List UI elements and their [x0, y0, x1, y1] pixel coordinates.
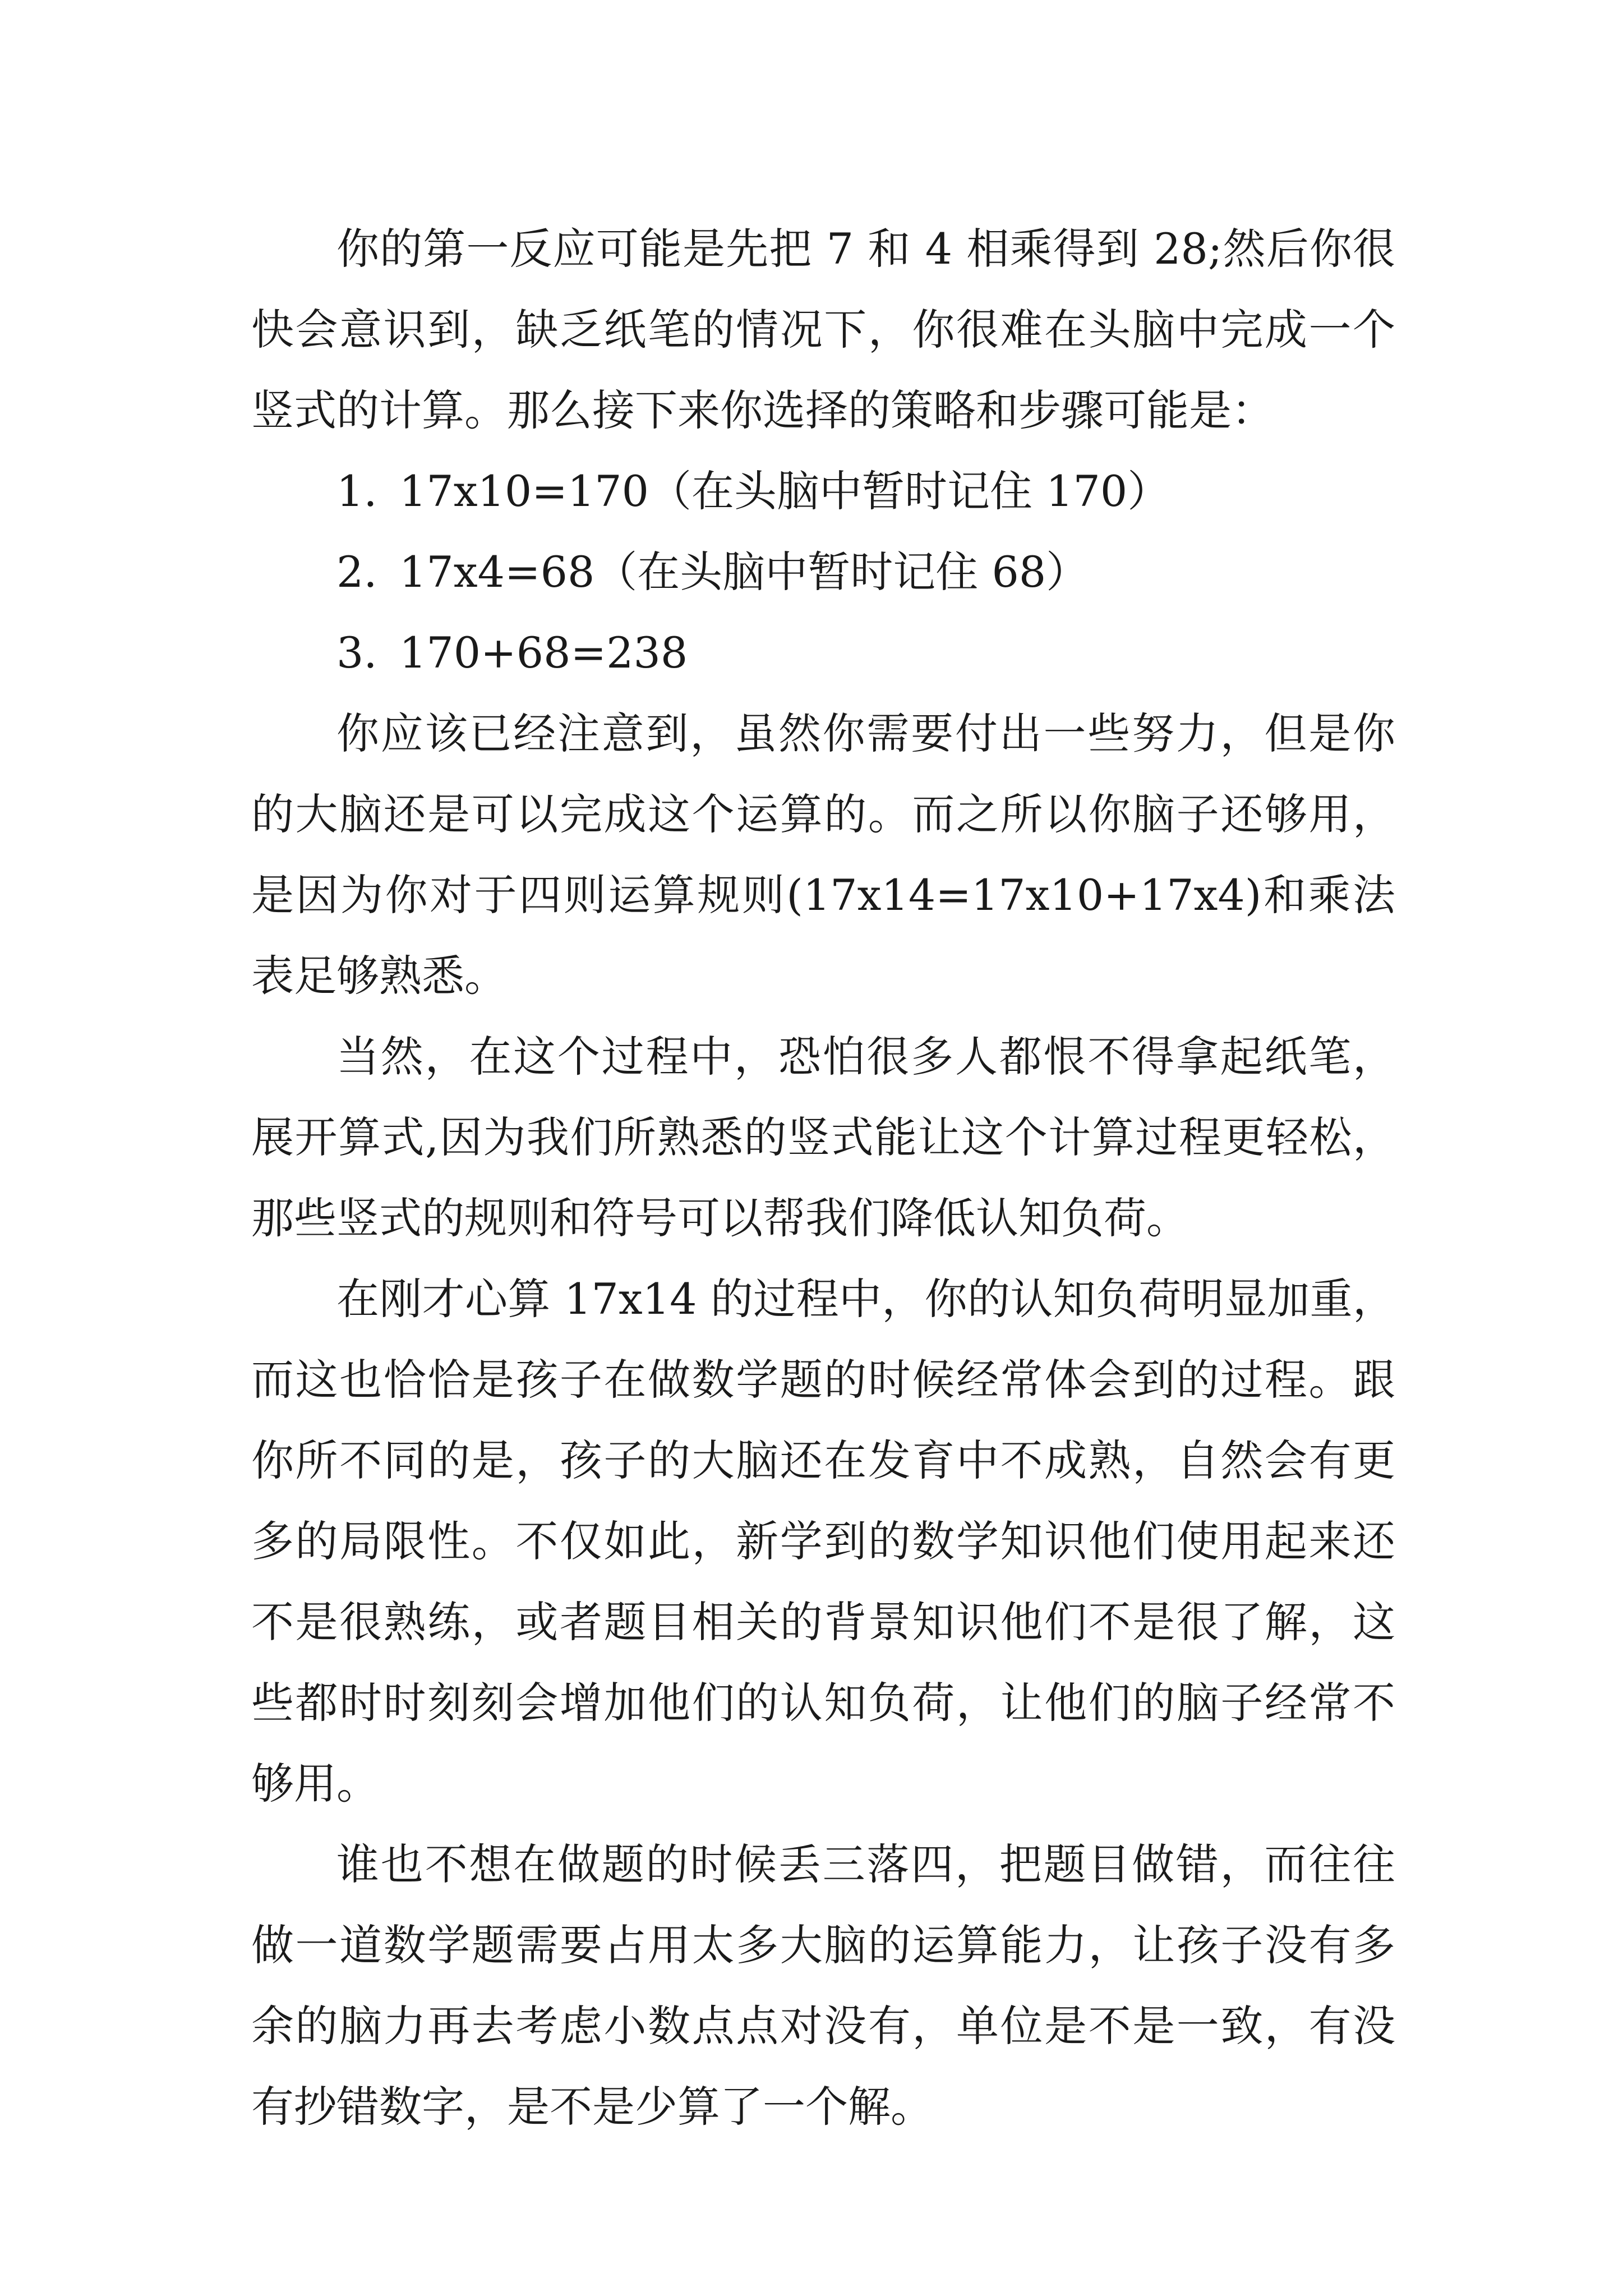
- list-text: 17x10=170（在头脑中暂时记住 170）: [399, 466, 1170, 516]
- list-number: 3.: [336, 628, 377, 678]
- list-item: [251, 532, 1395, 613]
- list-number: 1.: [336, 466, 377, 516]
- body-paragraph: 你应该已经注意到，虽然你需要付出一些努力，但是你的大脑还是可以完成这个运算的。而之所以你脑子还够用，是因为你对于四则运算规则(17x14=17x10+17x4)和乘法表足够熟悉。: [251, 708, 1395, 1001]
- body-paragraph: 当然，在这个过程中，恐怕很多人都恨不得拿起纸笔，展开算式,因为我们所熟悉的竖式能让这个计算过程更轻松，那些竖式的规则和符号可以帮我们降低认知负荷。: [251, 1032, 1395, 1243]
- list-text: 170+68=238: [399, 628, 688, 678]
- list-number: 2.: [336, 547, 377, 597]
- body-paragraph: 谁也不想在做题的时候丢三落四，把题目做错，而往往做一道数学题需要占用太多大脑的运算能力，让孩子没有多余的脑力再去考虑小数点点对没有，单位是不是一致，有没有抄错数字，是不是少算了一个解。: [251, 1839, 1395, 2132]
- body-paragraph: 在刚才心算 17x14 的过程中，你的认知负荷明显加重，而这也恰恰是孩子在做数学题的时候经常体会到的过程。跟你所不同的是，孩子的大脑还在发育中不成熟，自然会有更多的局限性。不仅如此，新学到的数学知识他们使用起来还不是很熟练，或者题目相关的背景知识他们不是很了解，这些都时时刻刻会增加他们的认知负荷，让他们的脑子经常不够用。: [251, 1274, 1395, 1809]
- list-item: [251, 613, 1395, 693]
- list-item: [251, 451, 1395, 532]
- list-text: 17x4=68（在头脑中暂时记住 68）: [399, 547, 1089, 597]
- document-body: [251, 209, 1395, 2147]
- intro-paragraph: 你的第一反应可能是先把 7 和 4 相乘得到 28;然后你很快会意识到，缺乏纸笔的情况下，你很难在头脑中完成一个竖式的计算。那么接下来你选择的策略和步骤可能是：: [251, 224, 1395, 435]
